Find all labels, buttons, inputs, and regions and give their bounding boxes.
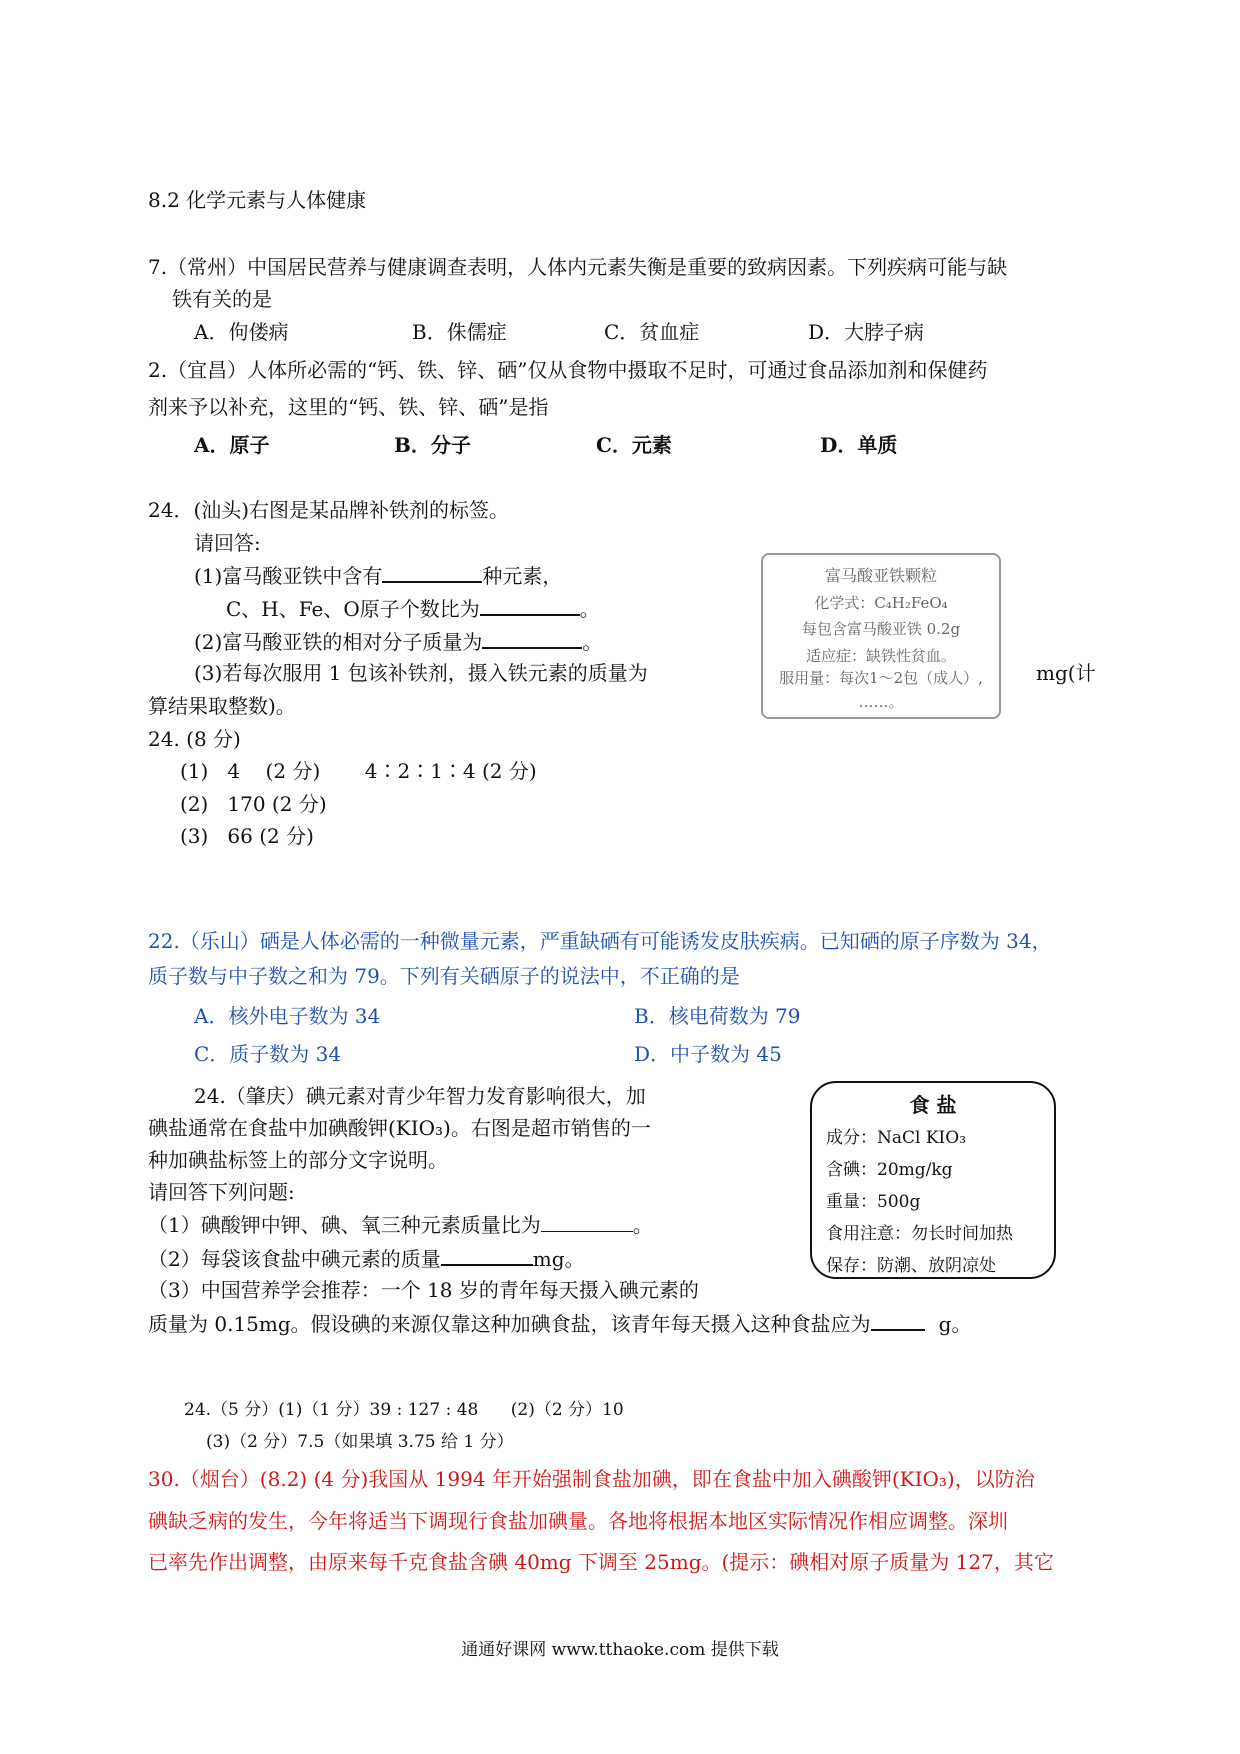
iron-supplement-label	[761, 553, 1001, 719]
q24a-part4-tail: mg(计	[1036, 661, 1096, 685]
q2-option-c: C．元素	[596, 433, 672, 457]
q24a-line1: 24．(汕头)右图是某品牌补铁剂的标签。	[148, 498, 510, 522]
q24b-line3: 种加碘盐标签上的部分文字说明。	[148, 1148, 448, 1172]
ans24a-2: (2) 170 (2 分)	[180, 792, 327, 816]
q30-line1: 30.（烟台）(8.2) (4 分)我国从 1994 年开始强制食盐加碘，即在食盐中加入碘酸钾(KIO₃)，以防治	[148, 1467, 1035, 1491]
q24b-part2-tail: mg。	[532, 1247, 585, 1271]
q24b-line1: 24.（肇庆）碘元素对青少年智力发育影响很大，加	[194, 1084, 646, 1108]
q24a-part2-text: C、H、Fe、O原子个数比为	[226, 597, 480, 621]
salt-label-storage: 保存：防潮、放阴凉处	[826, 1256, 996, 1276]
answer-blank	[441, 1244, 533, 1266]
q24b-part1-text: （1）碘酸钾中钾、碘、氧三种元素质量比为	[148, 1213, 541, 1237]
salt-label-ingredients: 成分：NaCl KIO₃	[826, 1128, 967, 1148]
q24a-part3-text: (2)富马酸亚铁的相对分子质量为	[194, 630, 483, 654]
q22-option-c: C．质子数为 34	[194, 1042, 342, 1066]
salt-label	[810, 1081, 1056, 1279]
label-content: 每包含富马酸亚铁 0.2g	[801, 620, 961, 638]
salt-label-note: 食用注意：勿长时间加热	[826, 1224, 1013, 1244]
q2-option-d: D．单质	[820, 433, 898, 457]
q24b-part1-tail: 。	[632, 1213, 653, 1237]
q7-line2: 铁有关的是	[172, 287, 272, 311]
q24a-part5: 算结果取整数)。	[148, 694, 296, 718]
ans24a-head: 24. (8 分)	[148, 727, 241, 751]
answer-blank	[382, 561, 482, 583]
q24b-part2-text: （2）每袋该食盐中碘元素的质量	[148, 1247, 441, 1271]
q7-option-c: C．贫血症	[604, 320, 700, 344]
label-formula: 化学式：C₄H₂FeO₄	[814, 594, 948, 612]
ans24b-line1: 24.（5 分）(1)（1 分）39 : 127 : 48 (2)（2 分）10	[184, 1400, 624, 1420]
q2-line2: 剂来予以补充，这里的“钙、铁、锌、硒”是指	[148, 395, 549, 419]
salt-label-weight: 重量：500g	[826, 1192, 921, 1212]
label-dosage: 服用量：每次1～2包（成人）,	[779, 669, 983, 687]
q22-option-a: A．核外电子数为 34	[194, 1004, 381, 1028]
q24a-part1-text: (1)富马酸亚铁中含有	[194, 564, 383, 588]
ans24b-line2: (3)（2 分）7.5（如果填 3.75 给 1 分）	[206, 1432, 514, 1452]
q2-option-a: A．原子	[194, 433, 270, 457]
q24a-part2	[226, 594, 600, 623]
q2-line1: 2.（宜昌）人体所必需的“钙、铁、锌、硒”仅从食物中摄取不足时，可通过食品添加剂和保健药	[148, 358, 988, 382]
q22-line1: 22.（乐山）硒是人体必需的一种微量元素，严重缺硒有可能诱发皮肤疾病。已知硒的原子序数为 34，	[148, 929, 1052, 953]
ans24a-1: (1) 4 (2 分) 4∶2∶1∶4 (2 分)	[180, 759, 537, 783]
q24b-part4-tail: g。	[938, 1312, 972, 1336]
q30-line2: 碘缺乏病的发生，今年将适当下调现行食盐加碘量。各地将根据本地区实际情况作相应调整。深圳	[148, 1509, 1008, 1533]
q24b-part3: （3）中国营养学会推荐：一个 18 岁的青年每天摄入碘元素的	[148, 1278, 699, 1302]
q24a-part3-tail: 。	[582, 630, 603, 654]
q24b-part4	[148, 1309, 971, 1338]
q2-option-b: B．分子	[394, 433, 471, 457]
q24a-part2-tail: 。	[579, 597, 600, 621]
salt-label-iodine: 含碘：20mg/kg	[826, 1160, 953, 1180]
answer-blank	[482, 627, 582, 649]
q7-option-d: D．大脖子病	[808, 320, 925, 344]
answer-blank	[541, 1211, 633, 1232]
q24b-part1	[148, 1211, 653, 1239]
salt-label-title: 食 盐	[909, 1093, 957, 1117]
section-title: 8.2 化学元素与人体健康	[148, 188, 367, 212]
q7-option-a: A．佝偻病	[194, 320, 289, 344]
page-footer: 通通好课网 www.tthaoke.com 提供下载	[461, 1640, 779, 1660]
q24b-part2	[148, 1244, 585, 1273]
q24a-part4-text: (3)若每次服用 1 包该补铁剂，摄入铁元素的质量为	[194, 661, 648, 685]
q24a-part3	[194, 627, 602, 656]
q24a-line2: 请回答:	[194, 531, 261, 555]
q7-line1: 7.（常州）中国居民营养与健康调查表明，人体内元素失衡是重要的致病因素。下列疾病可能与缺	[148, 255, 1008, 279]
label-ellipsis: ……。	[858, 693, 904, 711]
answer-blank	[871, 1309, 925, 1331]
label-indication: 适应症：缺铁性贫血。	[805, 647, 956, 665]
ans24a-3: (3) 66 (2 分)	[180, 824, 314, 848]
q22-option-d: D．中子数为 45	[634, 1042, 782, 1066]
q24b-part4-text: 质量为 0.15mg。假设碘的来源仅靠这种加碘食盐，该青年每天摄入这种食盐应为	[148, 1312, 871, 1336]
q24b-line2: 碘盐通常在食盐中加碘酸钾(KIO₃)。右图是超市销售的一	[148, 1116, 651, 1140]
q24a-part1-tail: 种元素，	[482, 564, 563, 588]
q22-option-b: B．核电荷数为 79	[634, 1004, 801, 1028]
label-title: 富马酸亚铁颗粒	[824, 566, 937, 585]
q22-line2: 质子数与中子数之和为 79。下列有关硒原子的说法中，不正确的是	[148, 964, 740, 988]
q24b-line4: 请回答下列问题:	[148, 1180, 295, 1204]
q7-option-b: B．侏儒症	[412, 320, 507, 344]
q24a-part1	[194, 561, 562, 590]
q30-line3: 已率先作出调整，由原来每千克食盐含碘 40mg 下调至 25mg。(提示：碘相对原子质量为 127，其它	[148, 1550, 1054, 1574]
answer-blank	[480, 594, 580, 616]
